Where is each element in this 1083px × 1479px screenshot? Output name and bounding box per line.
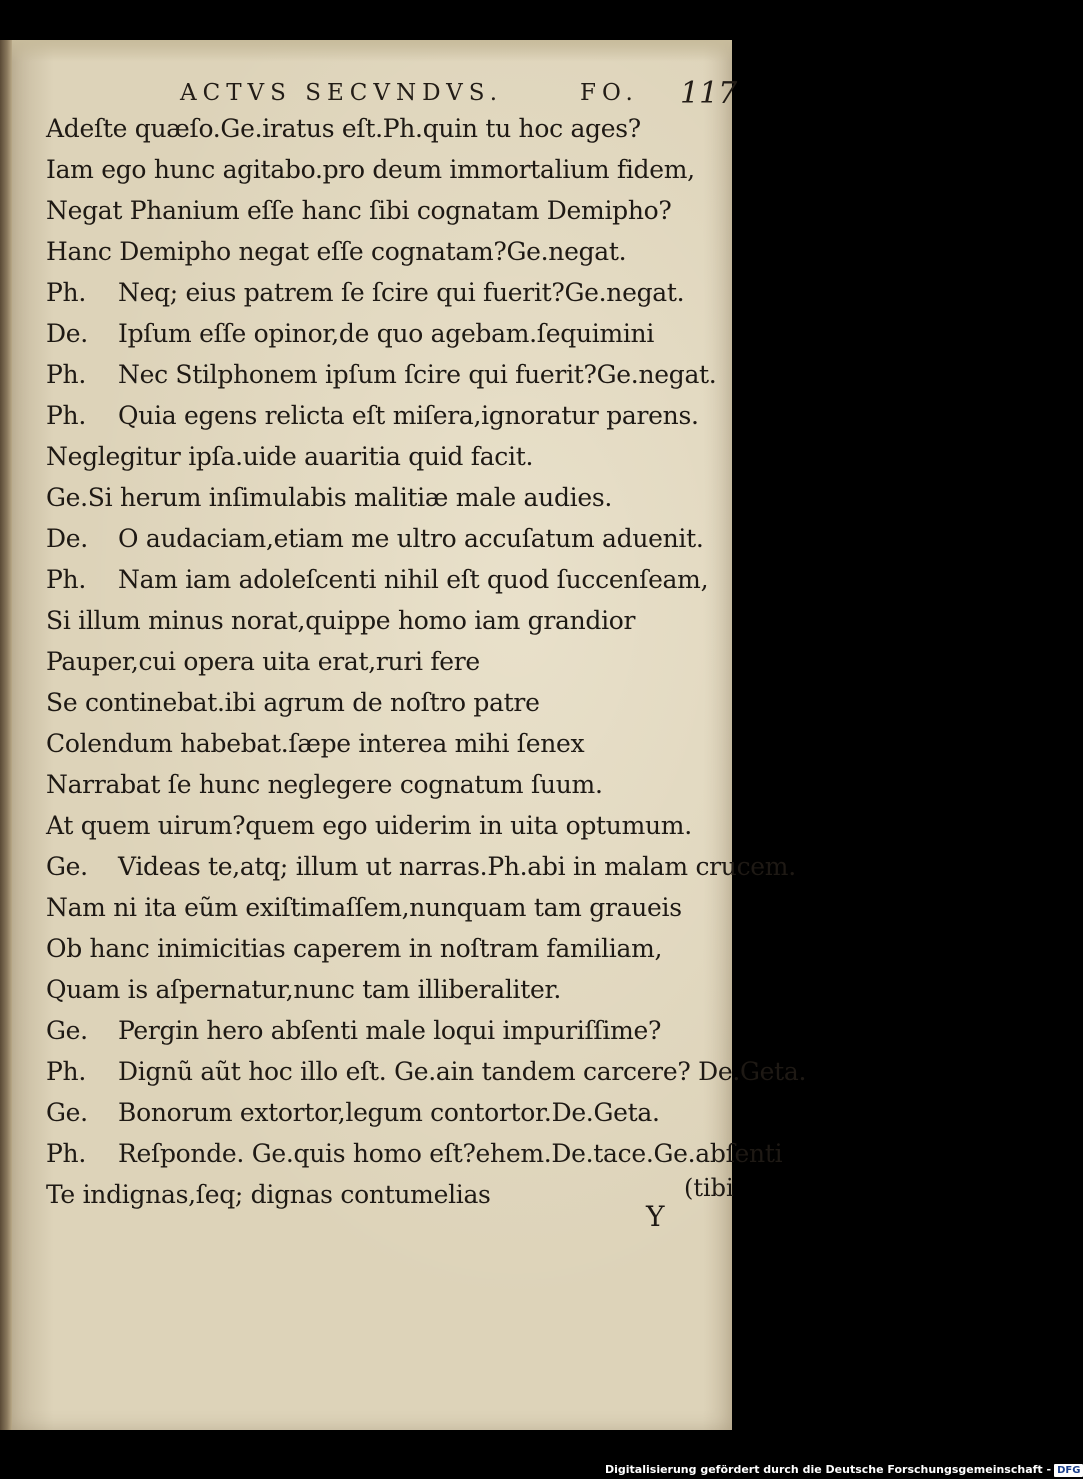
verse-text bbox=[46, 108, 807, 1215]
verse-line bbox=[46, 272, 736, 313]
line-text: Pauper,cui opera uita erat,ruri fere bbox=[46, 647, 480, 676]
line-text: Quia egens relicta eſt miſera,ignoratur parens. bbox=[118, 401, 699, 430]
speaker-label: Ge. bbox=[46, 852, 88, 881]
line-text: Ipſum eſſe opinor,de quo agebam.ſequimini bbox=[118, 319, 655, 348]
signature-mark: Y bbox=[646, 1200, 665, 1233]
line-text: Nam iam adoleſcenti nihil eſt quod ſuccenſeam, bbox=[118, 565, 709, 594]
speaker-label: Ph. bbox=[46, 1057, 86, 1086]
verse-line bbox=[46, 1092, 736, 1133]
verse-line bbox=[46, 805, 736, 846]
verse-line bbox=[46, 600, 736, 641]
line-text: Hanc Demipho negat eſſe cognatam?Ge.negat. bbox=[46, 237, 627, 266]
verse-line bbox=[46, 149, 736, 190]
verse-line bbox=[46, 723, 736, 764]
verse-line bbox=[46, 518, 736, 559]
credit-text: Digitalisierung gefördert durch die Deutsche Forschungsgemeinschaft - bbox=[605, 1463, 1052, 1476]
line-text: Neq; eius patrem ſe ſcire qui fuerit?Ge.negat. bbox=[118, 278, 685, 307]
verse-line bbox=[46, 313, 736, 354]
verse-line bbox=[46, 1051, 807, 1092]
line-text: O audaciam,etiam me ultro accuſatum aduenit. bbox=[118, 524, 704, 553]
speaker-label: Ph. bbox=[46, 401, 86, 430]
verse-line bbox=[46, 682, 736, 723]
verse-line bbox=[46, 108, 736, 149]
line-text: Si illum minus norat,quippe homo iam grandior bbox=[46, 606, 636, 635]
verse-line bbox=[46, 641, 736, 682]
line-text: Colendum habebat.ſæpe interea mihi ſenex bbox=[46, 729, 585, 758]
verse-line bbox=[46, 1133, 783, 1174]
speaker-label: De. bbox=[46, 319, 88, 348]
running-title: ACTVS SECVNDVS. bbox=[180, 80, 503, 106]
speaker-label: Ge. bbox=[46, 1098, 88, 1127]
folio-label: FO. bbox=[580, 80, 639, 106]
line-text: At quem uirum?quem ego uiderim in uita optumum. bbox=[46, 811, 692, 840]
page-top-edge bbox=[10, 40, 732, 62]
verse-line bbox=[46, 887, 736, 928]
line-text: Quam is aſpernatur,nunc tam illiberaliter. bbox=[46, 975, 562, 1004]
line-text: Ge.Si herum inſimulabis malitiæ male audies. bbox=[46, 483, 613, 512]
verse-line bbox=[46, 477, 736, 518]
line-text: Bonorum extortor,legum contortor.De.Geta. bbox=[118, 1098, 660, 1127]
line-text: Dignũ aũt hoc illo eſt. Ge.ain tandem carcere? De.Geta. bbox=[118, 1057, 807, 1086]
verse-line bbox=[46, 1010, 736, 1051]
line-text: Narrabat ſe hunc neglegere cognatum ſuum. bbox=[46, 770, 603, 799]
verse-line bbox=[46, 928, 736, 969]
verse-line bbox=[46, 764, 736, 805]
line-text: Reſponde. Ge.quis homo eſt?ehem.De.tace.Ge.abſenti bbox=[118, 1139, 783, 1168]
line-text: Nec Stilphonem ipſum ſcire qui fuerit?Ge.negat. bbox=[118, 360, 717, 389]
line-text: Pergin hero abſenti male loqui impuriſſime? bbox=[118, 1016, 662, 1045]
speaker-label: Ph. bbox=[46, 565, 86, 594]
line-text: Adeſte quæſo.Ge.iratus eſt.Ph.quin tu hoc ages? bbox=[46, 114, 641, 143]
folio-number: 117 bbox=[680, 76, 738, 111]
digitization-credit bbox=[605, 1462, 1081, 1477]
speaker-label: Ph. bbox=[46, 360, 86, 389]
book-spine bbox=[0, 40, 12, 1430]
verse-line bbox=[46, 436, 736, 477]
line-text: Neglegitur ipſa.uide auaritia quid facit. bbox=[46, 442, 534, 471]
line-text: Se continebat.ibi agrum de noſtro patre bbox=[46, 688, 540, 717]
dfg-logo: DFG bbox=[1054, 1464, 1083, 1477]
speaker-label: De. bbox=[46, 524, 88, 553]
verse-line bbox=[46, 969, 736, 1010]
line-text: Te indignas,ſeq; dignas contumelias bbox=[46, 1180, 491, 1209]
speaker-label: Ph. bbox=[46, 1139, 86, 1168]
line-text: Videas te,atq; illum ut narras.Ph.abi in malam crucem. bbox=[118, 852, 796, 881]
line-text: Nam ni ita eũm exiſtimaſſem,nunquam tam graueis bbox=[46, 893, 682, 922]
verse-line bbox=[46, 1174, 736, 1215]
speaker-label: Ge. bbox=[46, 1016, 88, 1045]
verse-line bbox=[46, 559, 736, 600]
verse-line bbox=[46, 354, 736, 395]
line-text: Ob hanc inimicitias caperem in noſtram familiam, bbox=[46, 934, 663, 963]
verse-line bbox=[46, 395, 736, 436]
line-text: Negat Phanium eſſe hanc ſibi cognatam Demipho? bbox=[46, 196, 672, 225]
line-text: Iam ego hunc agitabo.pro deum immortalium fidem, bbox=[46, 155, 695, 184]
verse-line bbox=[46, 846, 796, 887]
turnover-word: (tibi bbox=[684, 1174, 734, 1202]
verse-line bbox=[46, 231, 736, 272]
speaker-label: Ph. bbox=[46, 278, 86, 307]
verse-line bbox=[46, 190, 736, 231]
